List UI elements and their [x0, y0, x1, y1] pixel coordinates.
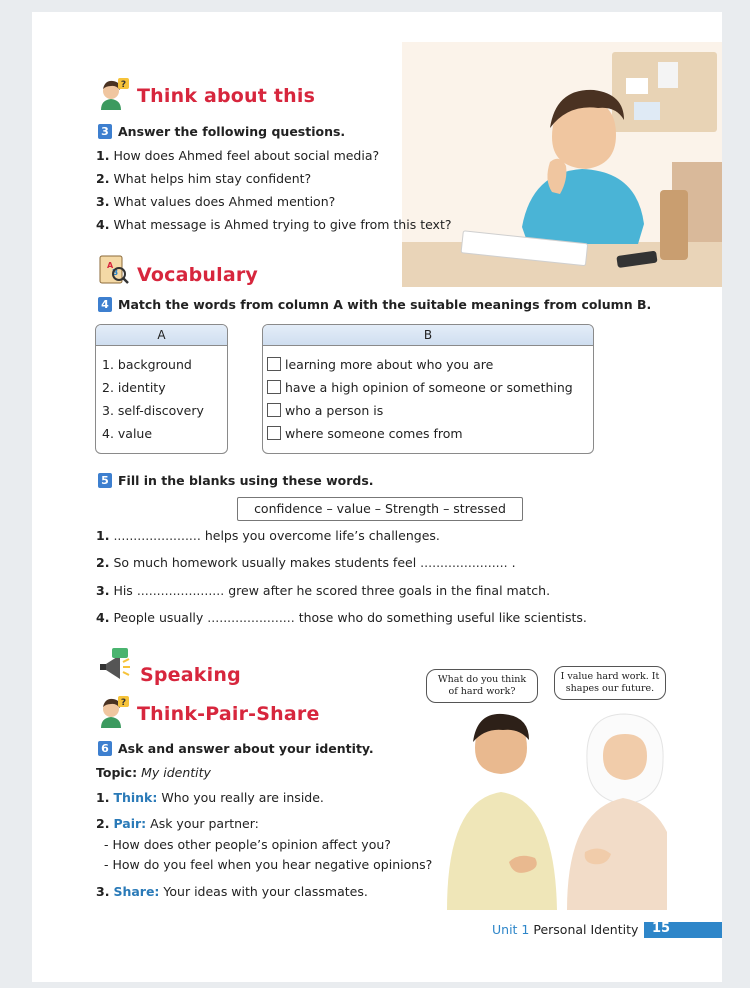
- think-about-this-title: Think about this: [137, 85, 316, 107]
- item-number: 1.: [96, 528, 110, 543]
- blank-line[interactable]: ......................: [113, 528, 201, 543]
- thinking-student-icon: [98, 78, 130, 110]
- fill-item-1: [96, 528, 440, 543]
- students-talking-illustration: [437, 712, 667, 910]
- q5-number: 5: [98, 473, 112, 488]
- blank-line[interactable]: ......................: [207, 610, 295, 625]
- step-label: Share:: [113, 884, 160, 899]
- question-4: [96, 217, 452, 232]
- question-1: [96, 148, 379, 163]
- item-text: grew after he scored three goals in the final match.: [228, 583, 551, 598]
- pair-question-1: - How does other people’s opinion affect you?: [104, 837, 391, 852]
- column-a-item: 1. background: [102, 357, 192, 372]
- topic-value: My identity: [141, 765, 211, 780]
- pair-question-2: - How do you feel when you hear negative opinions?: [104, 857, 433, 872]
- q3-instruction-text: Answer the following questions.: [118, 124, 346, 139]
- item-text: So much homework usually makes students feel: [113, 555, 417, 570]
- column-b-item: [267, 403, 383, 418]
- match-checkbox[interactable]: [267, 357, 281, 371]
- item-text: .: [511, 555, 516, 570]
- column-b-text: learning more about who you are: [285, 357, 494, 372]
- textbook-page: [32, 12, 722, 982]
- item-number: 2.: [96, 555, 110, 570]
- pair-step: [96, 816, 259, 831]
- unit-title: Personal Identity: [533, 922, 639, 937]
- speech-bubble-right: I value hard work. It shapes our future.: [554, 666, 666, 700]
- column-b-table: [262, 324, 594, 454]
- step-text: Who you really are inside.: [161, 790, 324, 805]
- thinking-student-icon: [98, 696, 130, 728]
- column-a-table: [95, 324, 228, 454]
- step-number: 3.: [96, 884, 110, 899]
- megaphone-icon: [96, 648, 132, 682]
- column-b-header: B: [263, 325, 593, 346]
- step-number: 1.: [96, 790, 110, 805]
- q6-instruction: [98, 741, 374, 756]
- blank-line[interactable]: ......................: [420, 555, 508, 570]
- page-number: 15: [652, 921, 671, 936]
- vocabulary-title: Vocabulary: [137, 264, 259, 286]
- column-b-text: who a person is: [285, 403, 384, 418]
- speaking-title: Speaking: [140, 664, 241, 686]
- step-number: 2.: [96, 816, 110, 831]
- svg-text:A: A: [107, 261, 114, 270]
- q3-number: 3: [98, 124, 112, 139]
- fill-item-4: [96, 610, 587, 625]
- question-text: What values does Ahmed mention?: [113, 194, 336, 209]
- fill-item-2: [96, 555, 516, 570]
- column-b-item: [267, 426, 463, 441]
- boy-thinking-illustration: [402, 42, 722, 287]
- question-3: [96, 194, 335, 209]
- question-number: 2.: [96, 171, 110, 186]
- step-text: Ask your partner:: [150, 816, 259, 831]
- q4-number: 4: [98, 297, 112, 312]
- item-text: helps you overcome life’s challenges.: [204, 528, 440, 543]
- step-text: Your ideas with your classmates.: [163, 884, 368, 899]
- share-step: [96, 884, 368, 899]
- question-text: What message is Ahmed trying to give from this text?: [113, 217, 452, 232]
- column-a-item: 2. identity: [102, 380, 166, 395]
- column-a-item: 3. self-discovery: [102, 403, 204, 418]
- item-text: those who do something useful like scientists.: [298, 610, 587, 625]
- fill-item-3: [96, 583, 550, 598]
- topic-line: [96, 765, 211, 780]
- column-b-text: where someone comes from: [285, 426, 463, 441]
- column-b-item: [267, 357, 493, 372]
- blank-line[interactable]: ......................: [136, 583, 225, 598]
- q6-number: 6: [98, 741, 112, 756]
- match-checkbox[interactable]: [267, 380, 281, 394]
- question-number: 1.: [96, 148, 110, 163]
- column-b-text: have a high opinion of someone or something: [285, 380, 573, 395]
- think-step: [96, 790, 324, 805]
- item-number: 3.: [96, 583, 110, 598]
- svg-text:?: ?: [120, 80, 127, 90]
- question-text: What helps him stay confident?: [113, 171, 312, 186]
- q4-instruction: [98, 297, 651, 312]
- column-a-item: 4. value: [102, 426, 153, 441]
- svg-text:?: ?: [120, 698, 127, 708]
- column-a-header: A: [96, 325, 227, 346]
- step-label: Think:: [113, 790, 158, 805]
- step-label: Pair:: [113, 816, 147, 831]
- svg-text:B: B: [112, 268, 119, 277]
- question-number: 4.: [96, 217, 110, 232]
- word-bank: confidence – value – Strength – stressed: [237, 497, 523, 521]
- question-text: How does Ahmed feel about social media?: [113, 148, 380, 163]
- item-text: People usually: [113, 610, 204, 625]
- item-text: His: [113, 583, 133, 598]
- question-2: [96, 171, 311, 186]
- q5-instruction-text: Fill in the blanks using these words.: [118, 473, 374, 488]
- column-b-item: [267, 380, 573, 395]
- think-pair-share-title: Think-Pair-Share: [137, 703, 320, 725]
- match-checkbox[interactable]: [267, 426, 281, 440]
- topic-label: Topic:: [96, 765, 138, 780]
- unit-number: Unit 1: [492, 922, 530, 937]
- dictionary-magnifier-icon: [98, 254, 130, 286]
- q6-instruction-text: Ask and answer about your identity.: [118, 741, 374, 756]
- q4-instruction-text: Match the words from column A with the suitable meanings from column B.: [118, 297, 652, 312]
- question-number: 3.: [96, 194, 110, 209]
- match-checkbox[interactable]: [267, 403, 281, 417]
- speech-bubble-left: What do you think of hard work?: [426, 669, 538, 703]
- q3-instruction: [98, 124, 345, 139]
- q5-instruction: [98, 473, 374, 488]
- item-number: 4.: [96, 610, 110, 625]
- footer-unit: [492, 922, 638, 937]
